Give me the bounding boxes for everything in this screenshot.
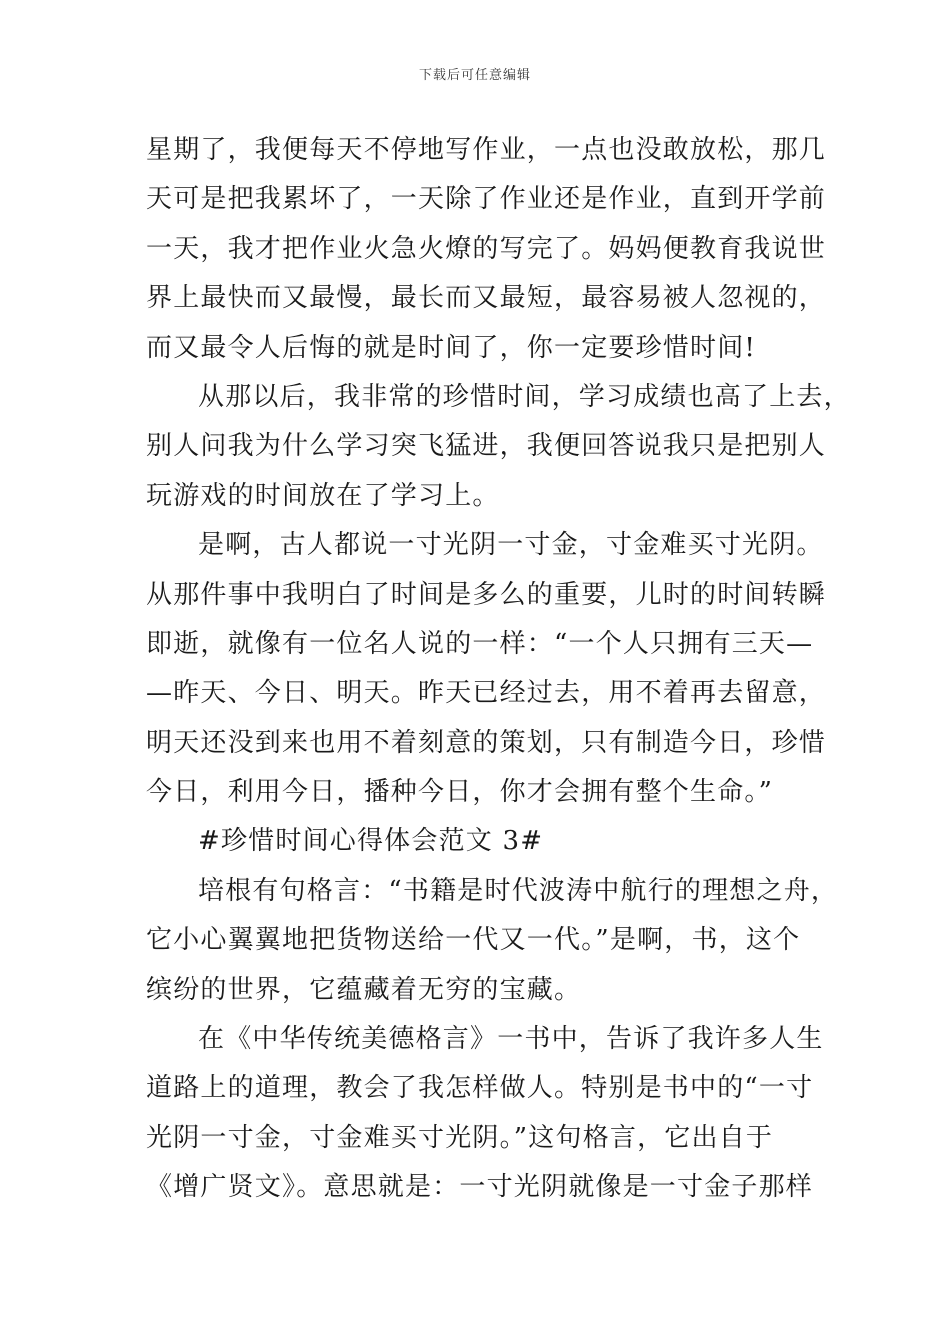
paragraph-first-line: 在《中华传统美德格言》一书中，告诉了我许多人生 [198,1024,824,1055]
page-header: 下载后可任意编辑 [418,68,531,83]
text-line: 《增广贤文》。意思就是：一寸光阴就像是一寸金子那样 [146,1172,814,1203]
paragraph-first-line: 是啊，古人都说一寸光阴一寸金，寸金难买寸光阴。 [198,530,824,561]
text-line: 而又最令人后悔的就是时间了，你一定要珍惜时间! [146,332,757,363]
document-body [146,126,851,1213]
text-line: 即逝，就像有一位名人说的一样：“一个人只拥有三天— [146,628,814,659]
text-line: 今日，利用今日，播种今日，你才会拥有整个生命。” [146,777,774,808]
text-line: 明天还没到来也用不着刻意的策划，只有制造今日，珍惜 [146,727,827,758]
text-line: 玩游戏的时间放在了学习上。 [146,480,500,511]
text-line: 道路上的道理，教会了我怎样做人。特别是书中的“一寸 [146,1073,814,1104]
paragraph-first-line: 培根有句格言：“书籍是时代波涛中航行的理想之舟， [198,875,839,906]
text-line: 天可是把我累坏了，一天除了作业还是作业，直到开学前 [146,184,827,215]
text-line: 缤纷的世界，它蕴藏着无穷的宝藏。 [146,974,582,1005]
text-line: 界上最快而又最慢，最长而又最短，最容易被人忽视的， [146,283,827,314]
text-line: 星期了，我便每天不停地写作业，一点也没敢放松，那几 [146,135,827,165]
section-heading: #珍惜时间心得体会范文 3# [198,826,544,857]
text-line: 别人问我为什么学习突飞猛进，我便回答说我只是把别人 [146,431,827,462]
text-line: 从那件事中我明白了时间是多么的重要，儿时的时间转瞬 [146,579,827,610]
text-line: 它小心翼翼地把货物送给一代又一代。”是啊，书，这个 [146,925,801,956]
text-line: —昨天、今日、明天。昨天已经过去，用不着再去留意， [146,678,827,709]
text-line: 一天，我才把作业火急火燎的写完了。妈妈便教育我说世 [146,233,827,264]
text-line: 光阴一寸金，寸金难买寸光阴。”这句格言，它出自于 [146,1122,774,1153]
paragraph-first-line: 从那以后，我非常的珍惜时间，学习成绩也高了上去， [198,381,851,412]
